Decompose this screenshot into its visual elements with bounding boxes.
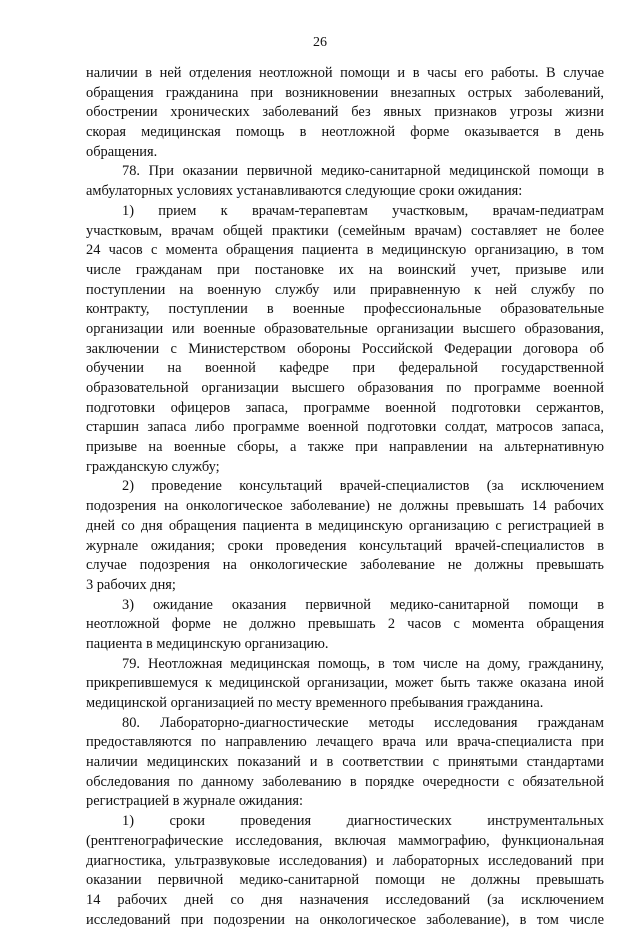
text-line: прикрепившемуся к медицинской организации, может быть также оказана иной xyxy=(86,675,604,692)
text-line: дней со дня обращения пациента в медицинскую организацию с регистрацией в xyxy=(86,517,604,534)
text-line: исследований при подозрении на онкологическое заболевание), в том числе xyxy=(86,911,604,928)
text-line: диагностика, ультразвуковые исследования) и лабораторных исследований при xyxy=(86,852,604,869)
text-line: 1) прием к врачам-терапевтам участковым, врачам-педиатрам xyxy=(122,202,604,219)
document-body xyxy=(86,64,604,930)
text-line: (рентгенографические исследования, включая маммографию, функциональная xyxy=(86,832,604,849)
text-line: неотложной форме не должно превышать 2 часов с момента обращения xyxy=(86,616,604,633)
text-line: регистрацией в журнале ожидания: xyxy=(86,793,304,810)
text-line: 3 рабочих дня; xyxy=(86,576,176,593)
text-line: гражданскую службу; xyxy=(86,458,220,475)
text-line: обострении хронических заболеваний без явных признаков угрозы жизни xyxy=(86,104,604,121)
text-line: 1) сроки проведения диагностических инструментальных xyxy=(122,813,604,830)
text-line: старшин запаса либо программе военной подготовки солдат, матросов запаса, xyxy=(86,419,604,436)
text-line: обращения гражданина при возникновении внезапных острых заболеваний, xyxy=(86,84,604,101)
text-line: пациента в медицинскую организацию. xyxy=(86,635,329,652)
text-line: оказании первичной медико-санитарной помощи не должны превышать xyxy=(86,872,604,889)
text-line: призыве на военные сборы, а также при направлении на альтернативную xyxy=(86,439,604,456)
text-line: организации или военные образовательные организации высшего образования, xyxy=(86,320,604,337)
text-line: обследования по данному заболеванию в порядке очередности с обязательной xyxy=(86,773,604,790)
text-line: числе гражданам при постановке их на воинский учет, призыве или xyxy=(86,261,604,278)
text-line: амбулаторных условиях устанавливаются следующие сроки ожидания: xyxy=(86,183,523,200)
text-line: образовательной организации высшего образования по программе военной xyxy=(86,380,604,396)
text-line: 2) проведение консультаций врачей-специалистов (за исключением xyxy=(122,478,604,495)
text-line: контракту, поступлении в военные профессиональные образовательные xyxy=(86,301,604,318)
text-line: подозрения на онкологическое заболевание) не должны превышать 14 рабочих xyxy=(86,498,604,515)
text-line: обращения. xyxy=(86,143,158,160)
text-line: 14 рабочих дней со дня назначения исследований (за исключением xyxy=(86,891,604,908)
page-number: 26 xyxy=(313,35,327,50)
text-line: 24 часов с момента обращения пациента в медицинскую организацию, в том xyxy=(86,242,604,259)
text-line: 3) ожидание оказания первичной медико-санитарной помощи в xyxy=(122,596,604,613)
text-line: 78. При оказании первичной медико-санитарной медицинской помощи в xyxy=(122,163,604,180)
text-line: наличии в ней отделения неотложной помощи и в часы его работы. В случае xyxy=(86,65,604,81)
text-line: участковым, врачам общей практики (семейным врачам) составляет не более xyxy=(86,222,604,239)
text-line: поступлении на военную службу или приравненную к ней службу по xyxy=(86,281,604,298)
text-line: предоставляются по направлению лечащего врача или врача-специалиста при xyxy=(86,734,604,751)
text-line: 80. Лабораторно-диагностические методы исследования гражданам xyxy=(122,714,604,731)
text-line: 79. Неотложная медицинская помощь, в том числе на дому, гражданину, xyxy=(122,655,604,672)
text-line: журнале ожидания; сроки проведения консультаций врачей-специалистов в xyxy=(86,537,604,554)
text-line: подготовки офицеров запаса, программе военной подготовки сержантов, xyxy=(86,399,604,416)
text-line: заключении с Министерством обороны Российской Федерации договора об xyxy=(86,340,604,357)
text-line: обучении на военной кафедре при федеральной государственной xyxy=(86,360,604,377)
text-line: наличии медицинских показаний и в соответствии с принятыми стандартами xyxy=(86,754,604,771)
text-line: скорая медицинская помощь в неотложной форме оказывается в день xyxy=(86,124,604,141)
text-line: случае подозрения на онкологические заболевание не должны превышать xyxy=(86,557,604,574)
text-line: медицинской организацией по месту временного пребывания гражданина. xyxy=(86,695,544,711)
